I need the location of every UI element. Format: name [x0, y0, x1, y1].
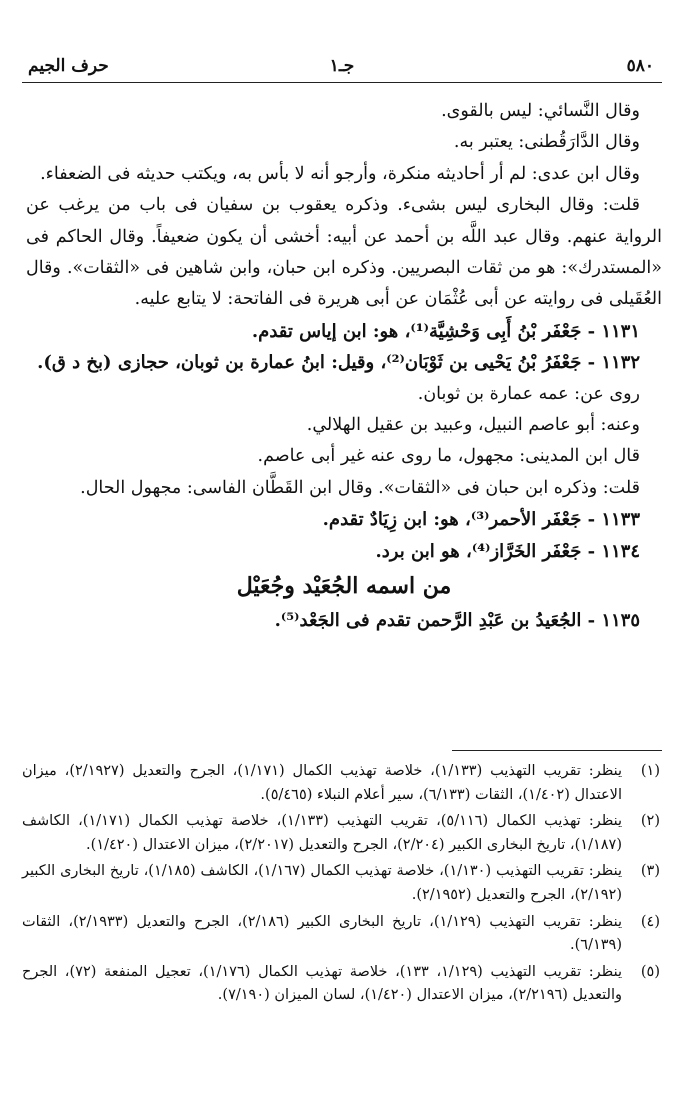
footnote-text: ينظر: تقريب التهذيب (١/١٢٩)، تاريخ البخارى الكبير (٢/١٨٦)، الجرح والتعديل (٢/١٩٣٣)، الثقات (٦/١٣٩).	[22, 913, 622, 954]
entry-1135: ١١٣٥ - الجُعَيدُ بن عَبْدِ الرَّحمن تقدم فى الجَعْد⁽⁵⁾.	[274, 610, 640, 632]
footnote-text: ينظر: تقريب التهذيب (١/١٢٩، ١٣٣)، خلاصة تهذيب الكمال (١/١٧٦)، تعجيل المنفعة (٧٢)، الجرح والتعديل (٢/٢١٩٦)، ميزان الاعتدال (١/٤٢٠)، لسان الميزان (٧/١٩٠).	[22, 963, 622, 1004]
footnote-number: (٢)	[640, 813, 660, 830]
paragraph-rawa-an: روى عن: عمه عمارة بن ثوبان.	[417, 383, 640, 404]
paragraph-qultu-2: قلت: وذكره ابن حبان فى «الثقات». وقال ابن القَطَّان الفاسى: مجهول الحال.	[80, 477, 640, 498]
footnote-separator	[452, 750, 662, 751]
footnote	[22, 860, 662, 907]
entry-1134: ١١٣٤ - جَعْفَر الخَرَّاز⁽⁴⁾، هو ابن برد.	[375, 540, 640, 562]
paragraph-nasai: وقال النَّسائي: ليس بالقوى.	[441, 101, 640, 121]
footnote	[22, 760, 662, 807]
running-header	[22, 56, 662, 83]
paragraph-ibn-adi: وقال ابن عدى: لم أر أحاديثه منكرة، وأرجو أنه لا بأس به، ويكتب حديثه فى الضعفاء.	[40, 163, 640, 184]
footnote-number: (٥)	[640, 963, 660, 980]
page-number: ٥٨٠	[626, 56, 654, 76]
footnote-number: (٤)	[640, 913, 660, 930]
main-text	[26, 96, 662, 637]
footnote-text: ينظر: تقريب التهذيب (١/١٣٣)، خلاصة تهذيب الكمال (١/١٧١)، الجرح والتعديل (٢/١٩٢٧)، ميزان الاعتدال (١/٤٠٢)، الثقات (٦/١٣٣)، سير أعلام النبلاء (٥/٤٦٥).	[22, 763, 623, 803]
footnote-number: (١)	[640, 763, 660, 779]
entry-1131: ١١٣١ - جَعْفَر بْنُ أَبِى وَحْشِيَّة⁽¹⁾، هو: ابن إياس تقدم.	[251, 320, 640, 342]
footnotes	[22, 760, 662, 1011]
footnote	[22, 810, 662, 857]
chapter-title: حرف الجيم	[28, 56, 109, 76]
volume-label: جـ١	[329, 56, 355, 76]
entry-1132: ١١٣٢ - جَعْفَرُ بْنُ يَحْيى بن ثَوْبَان⁽²⁾، وقيل: ابنُ عمارة بن ثوبان، حجازى (بخ د ق).	[37, 352, 640, 374]
paragraph-wa-anhu: وعنه: أبو عاصم النبيل، وعبيد بن عقيل الهلالي.	[306, 415, 640, 436]
paragraph-qultu-1: قلت: وقال البخارى ليس بشىء. وذكره يعقوب بن سفيان فى باب من يرغب عن الرواية عنهم. وقال عبد اللَّه بن أحمد عن أبيه: أخشى أن يكون ضعيفاً. وقال الحاكم فى «المستدرك»: هو من ثقات البصريين. وذكره ابن حبان، وابن شاهين فى «الثقات». وقال العُقَيلى فى روايته عن أبى عُثْمَان عن أبى هريرة فى الفاتحة: لا يتابع عليه.	[26, 195, 662, 310]
footnote-text: ينظر: تهذيب الكمال (٥/١١٦)، تقريب التهذيب (١/١٣٣)، خلاصة تهذيب الكمال (١/١٧١)، الكاشف (١/١٨٧)، تاريخ البخارى الكبير (٢/٢٠٤)، الجرح والتعديل (٢/٢٠١٧)، ميزان الاعتدال (١/٤٢٠).	[22, 813, 623, 853]
paragraph-ibn-madini: قال ابن المدينى: مجهول، ما روى عنه غير أبى عاصم.	[257, 446, 640, 467]
footnote-text: ينظر: تقريب التهذيب (١/١٣٠)، خلاصة تهذيب الكمال (١/١٦٧)، الكاشف (١/١٨٥)، تاريخ البخارى الكبير (٢/١٩٢)، الجرح والتعديل (٢/١٩٥٢).	[22, 863, 622, 903]
footnote-number: (٣)	[640, 863, 660, 880]
footnote	[22, 911, 662, 958]
entry-1133: ١١٣٣ - جَعْفَر الأحمر⁽³⁾، هو: ابن زِيَادٌ تقدم.	[322, 509, 640, 531]
section-heading: من اسمه الجُعَيْد وجُعَيْل	[236, 573, 452, 600]
footnote	[22, 961, 662, 1008]
paragraph-daraqutni: وقال الدَّارَقُطنى: يعتبر به.	[453, 132, 640, 153]
